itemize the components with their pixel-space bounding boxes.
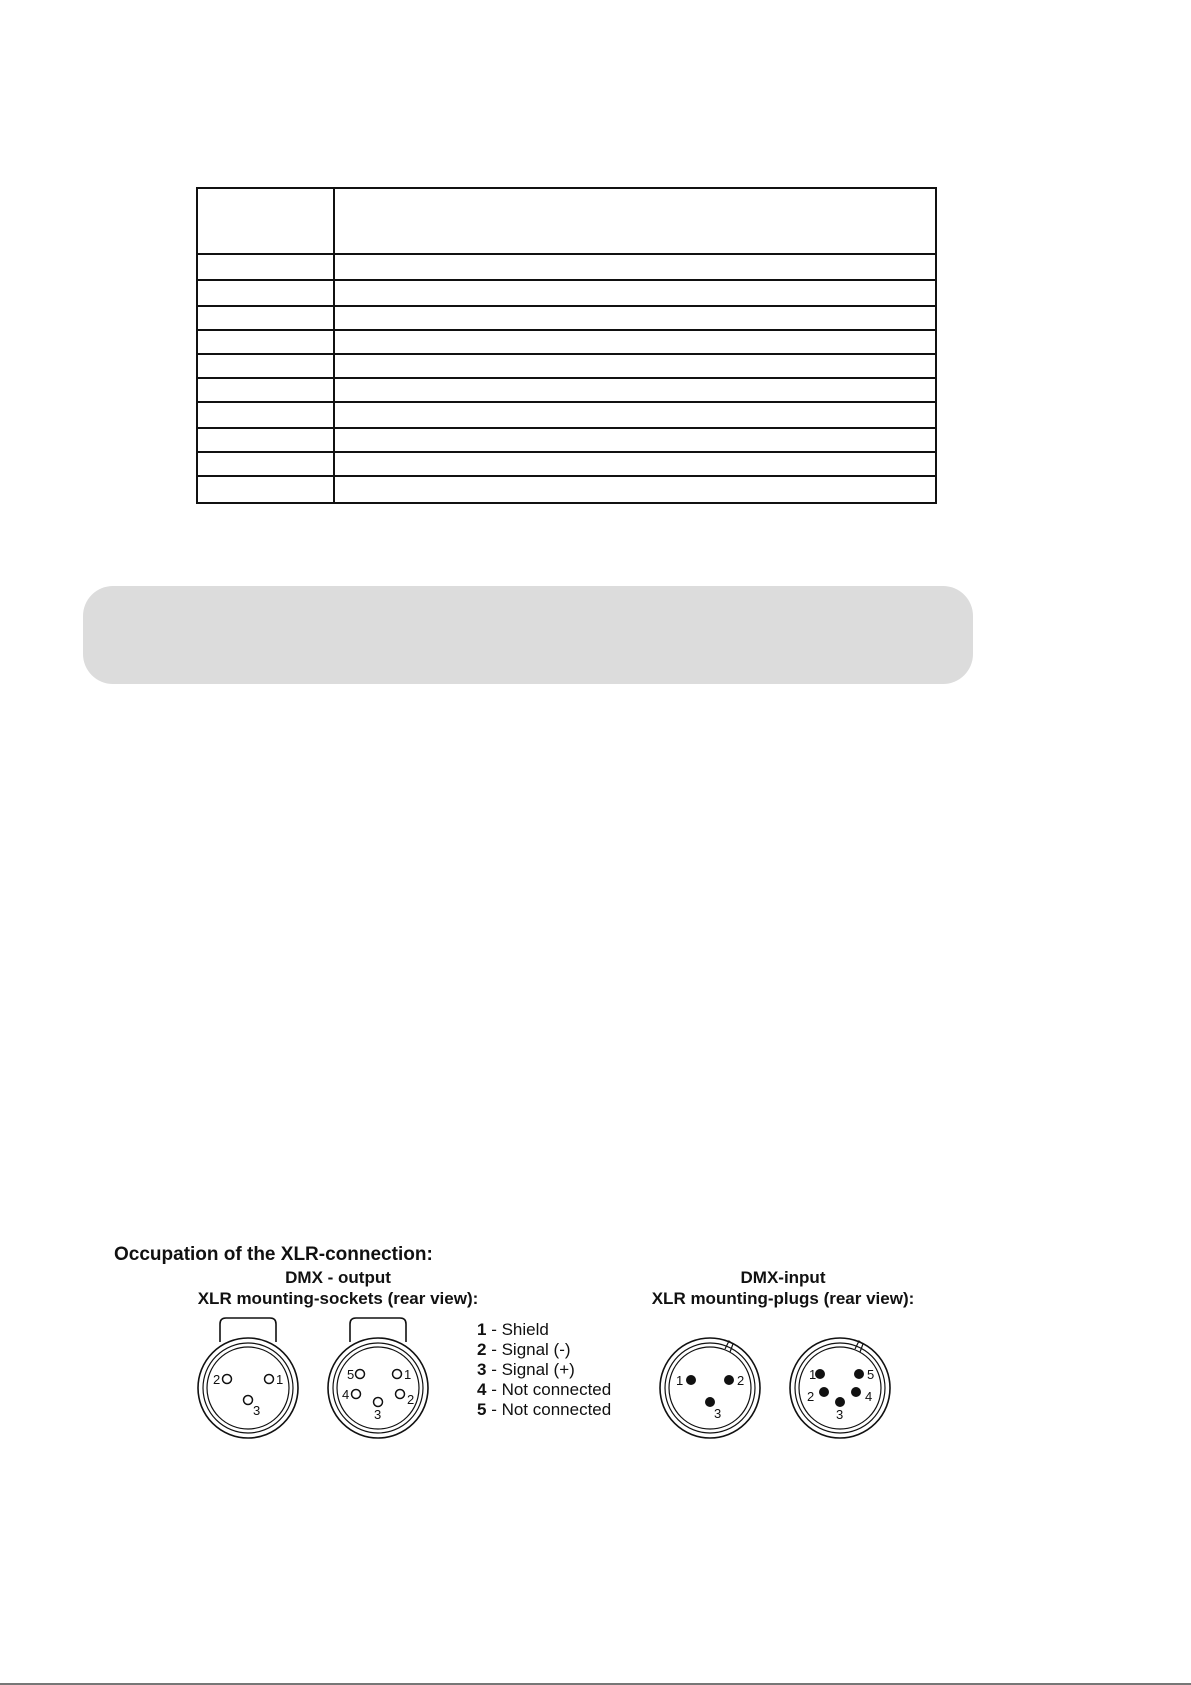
pin-number: 3 xyxy=(714,1406,722,1421)
table-row-divider xyxy=(198,253,935,255)
pin-number: 1 xyxy=(809,1367,817,1382)
pin-number: 2 xyxy=(213,1372,221,1387)
xlr-connection-section xyxy=(108,1240,928,1450)
pin-number: 3 xyxy=(253,1403,261,1418)
table-row-divider xyxy=(198,377,935,379)
table-row-divider xyxy=(198,329,935,331)
table-row-divider xyxy=(198,401,935,403)
table-row-divider xyxy=(198,279,935,281)
table-row-divider xyxy=(198,353,935,355)
pin-number: 3 xyxy=(836,1407,844,1422)
input-heading: DMX-input xyxy=(740,1268,826,1287)
output-subheading: XLR mounting-sockets (rear view): xyxy=(197,1289,479,1308)
pin-number: 4 xyxy=(865,1389,873,1404)
xlr-5pin-plug-diagram xyxy=(785,1312,895,1442)
pin-number: 2 xyxy=(737,1373,745,1388)
xlr-3pin-plug-diagram xyxy=(655,1312,765,1442)
pin-number: 1 xyxy=(404,1367,412,1382)
xlr-3pin-socket-diagram xyxy=(193,1312,303,1442)
xlr-5pin-socket-diagram xyxy=(323,1312,433,1442)
pin-number: 3 xyxy=(374,1407,382,1422)
pin-number: 2 xyxy=(407,1392,415,1407)
pin-number: 2 xyxy=(807,1389,815,1404)
pin-legend-item: 1 - Shield xyxy=(477,1320,549,1339)
table-column-divider xyxy=(333,189,335,502)
xlr-section-title: Occupation of the XLR-connection: xyxy=(114,1244,433,1265)
output-heading: DMX - output xyxy=(285,1268,391,1287)
table-row-divider xyxy=(198,305,935,307)
pin-legend-item: 2 - Signal (-) xyxy=(477,1340,571,1359)
pin-number: 5 xyxy=(867,1367,875,1382)
table-row-divider xyxy=(198,475,935,477)
input-subheading: XLR mounting-plugs (rear view): xyxy=(651,1289,915,1308)
table-row-divider xyxy=(198,451,935,453)
pin-number: 1 xyxy=(276,1372,284,1387)
pin-number: 4 xyxy=(342,1387,350,1402)
pin-number: 1 xyxy=(676,1373,684,1388)
pin-legend-item: 4 - Not connected xyxy=(477,1380,612,1399)
pin-legend-item: 3 - Signal (+) xyxy=(477,1360,575,1379)
note-banner xyxy=(83,586,973,684)
table-row-divider xyxy=(198,427,935,429)
empty-table xyxy=(196,187,937,504)
pin-legend-item: 5 - Not connected xyxy=(477,1400,612,1419)
pin-number: 5 xyxy=(347,1367,355,1382)
